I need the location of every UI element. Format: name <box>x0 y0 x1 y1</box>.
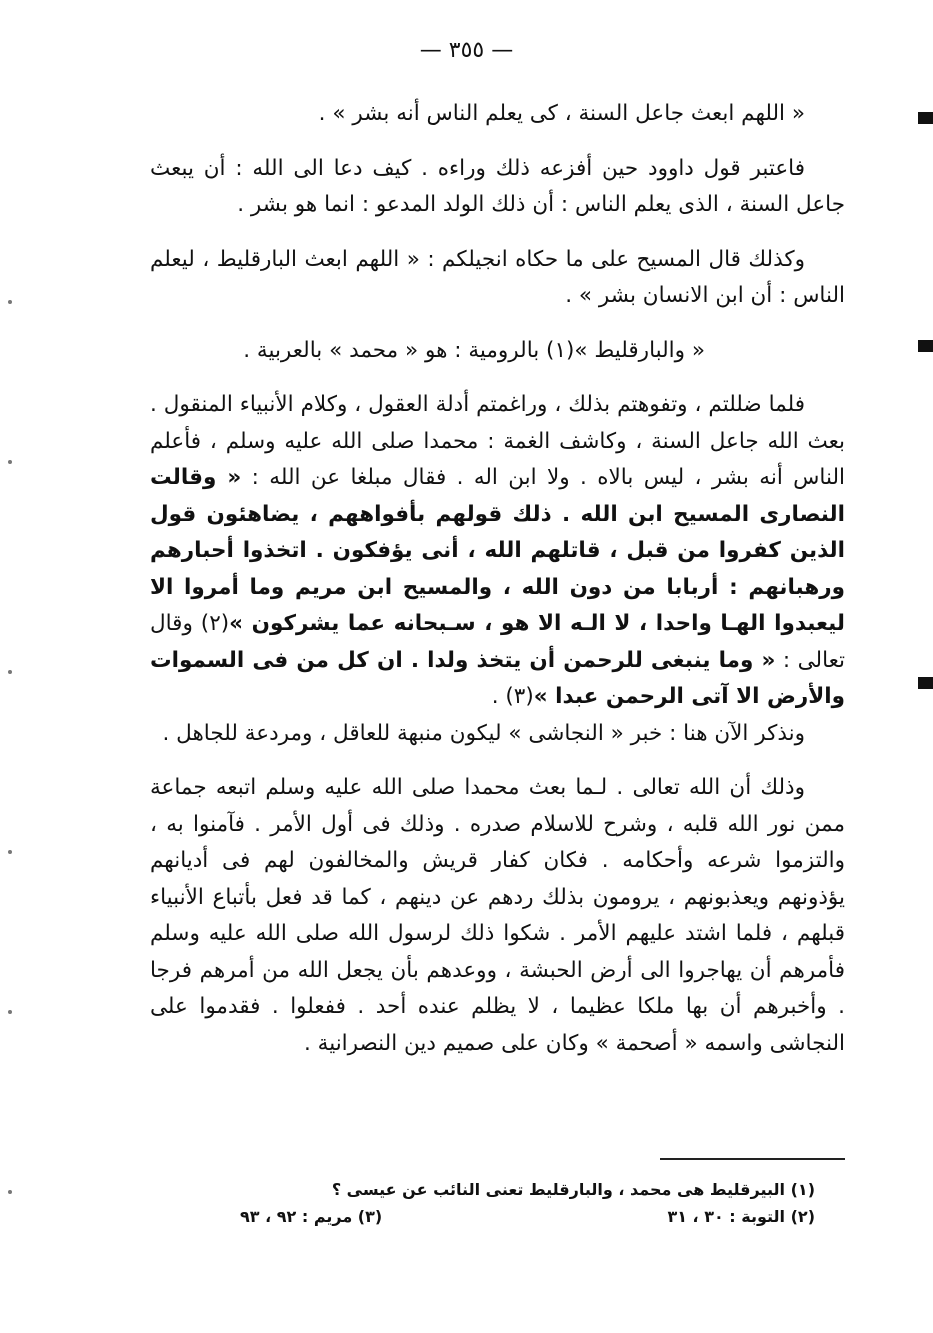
footnote-row-2 <box>240 1203 815 1230</box>
footnote-2: (٢) التوبة : ٣٠ ، ٣١ <box>667 1207 815 1226</box>
paragraph-5-mid: (٢) وقال تعالى : <box>150 611 846 673</box>
scan-margin-dots <box>6 150 20 1300</box>
paragraph-6: ونذكر الآن هنا : خبر « النجاشى » ليكون منبهة للعاقل ، ومردعة للجاهل . <box>162 720 805 746</box>
paragraph-1: « اللهم ابعث جاعل السنة ، كى يعلم الناس أنه بشر » . <box>318 101 805 126</box>
scan-edge-mark <box>918 340 933 352</box>
scan-edge-mark <box>918 677 933 689</box>
paragraph-3: وكذلك قال المسيح على ما حكاه انجيلكم : « اللهم ابعث البارقليط ، ليعلم الناس : أن ابن الانسان بشر » . <box>150 246 845 308</box>
footnote-3: (٣) مريم : ٩٢ ، ٩٣ <box>240 1207 383 1226</box>
paragraph-2: فاعتبر قول داوود حين أفزعه ذلك وراءه . كيف دعا الى الله : أن يبعث جاعل السنة ، الذى يعلم الناس : أن ذلك الولد المدعو : انما هو بشر . <box>150 155 845 217</box>
footnotes <box>240 1176 815 1230</box>
paragraph-4: « والبارقليط »(١) بالرومية : هو « محمد » بالعربية . <box>243 337 705 363</box>
footnote-separator <box>660 1158 845 1160</box>
scan-edge-mark <box>918 112 933 124</box>
footnote-1: (١) البيرقليط هى محمد ، والبارقليط تعنى النائب عن عيسى ؟ <box>331 1180 815 1199</box>
page-number: — ٣٥٥ — <box>419 38 514 63</box>
page-body <box>150 96 845 1062</box>
paragraph-5-end: (٣) . <box>491 684 534 709</box>
paragraph-5-intro: فلما ضللتم ، وتفوهتم بذلك ، وراغمتم أدلة العقول ، وكلام الأنبياء المنقول . بعث الله جاعل السنة ، وكاشف الغمة : محمدا صلى الله عليه وسلم ، فأعلم الناس أنه بشر ، ليس بالاه . ولا ابن اله . فقال مبلغا عن الله : <box>150 392 845 490</box>
paragraph-7: وذلك أن الله تعالى . لـما بعث محمدا صلى الله عليه وسلم اتبعه جماعة ممن نور الله قلبه ، وشرح للاسلام صدره . وذلك فى أول الأمر . فآمنوا به ، والتزموا شرعه وأحكامه . فكان كفار قريش والمخالفون لهم فى أديانهم يؤذونهم ويعذبونهم ، يرومون بذلك ردهم عن دينهم ، كما قد فعل بأتباع الأنبياء قبلهم ، فلما اشتد عليهم الأمر . شكوا ذلك لرسول الله صلى الله عليه وسلم فأمرهم أن يهاجروا الى أرض الحبشة ، ووعدهم بأن يجعل الله من أمرهم فرجا . وأخبرهم أن بها ملكا عظيما ، لا يظلم عنده أحد . ففعلوا . فقدموا على النجاشى واسمه « أصحمة » وكان على صميم دين النصرانية . <box>150 775 845 1056</box>
quran-quote-2: « وما ينبغى للرحمن أن يتخذ ولدا . ان كل من فى السموات والأرض الا آتى الرحمن عبدا » <box>150 647 845 709</box>
paragraph-5 <box>150 387 845 716</box>
quran-quote-1: « وقالت النصارى المسيح ابن الله . ذلك قولهم بأفواههم ، يضاهئون قول الذين كفروا من قبل ، قاتلهم الله ، أنى يؤفكون . اتخذوا أحبارهم ورهبانهم : أربابا من دون الله ، والمسيح ابن مريم وما أمروا الا ليعبدوا الهـا واحدا ، لا الـه الا هو ، سـبحانه عما يشركون » <box>150 465 846 636</box>
